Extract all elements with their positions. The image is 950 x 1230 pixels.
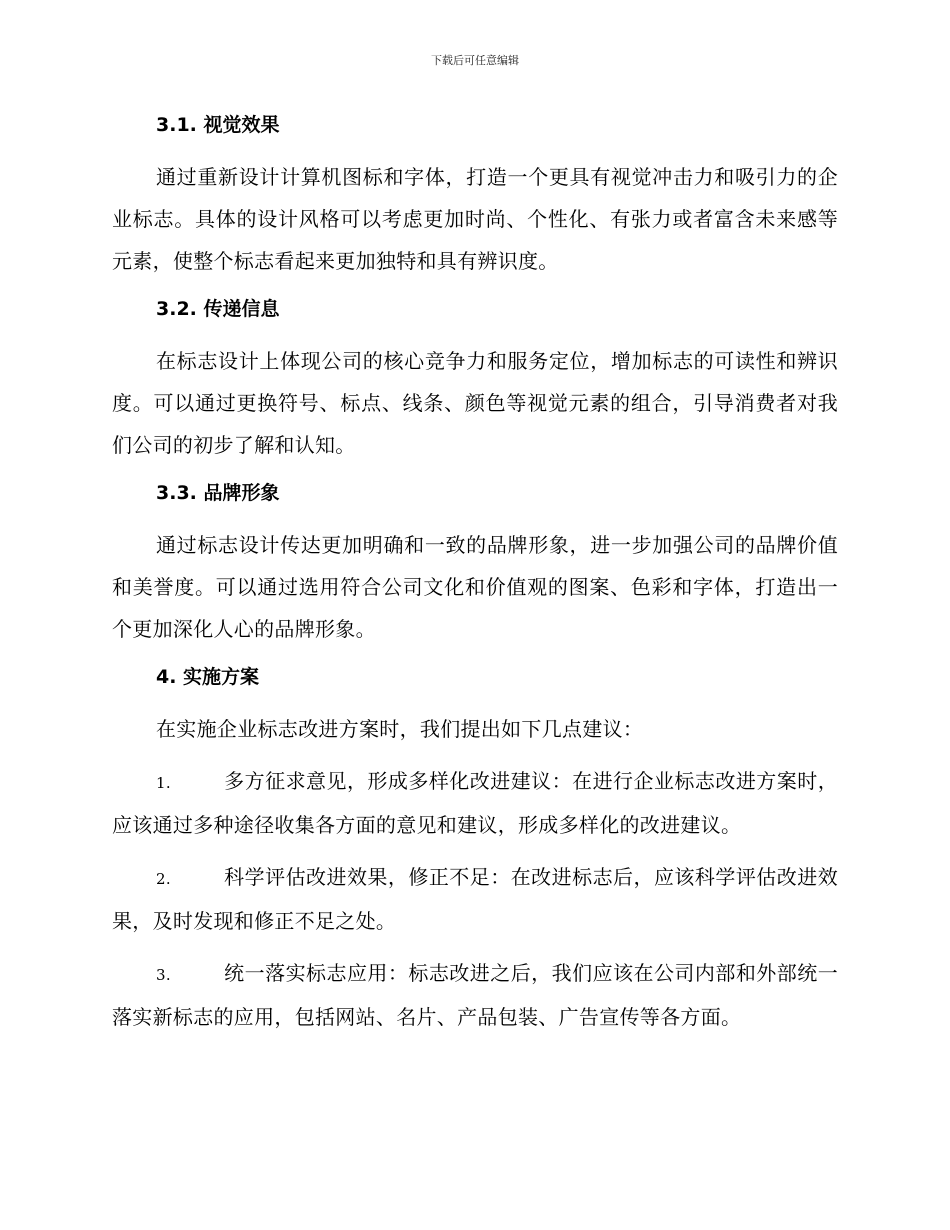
list-item-text: 统一落实标志应用：标志改进之后，我们应该在公司内部和外部统一落实新标志的应用，包括网站、名片、产品包装、广告宣传等各方面。: [112, 961, 838, 1029]
list-item-number: 1.: [156, 774, 171, 792]
page-header: 下载后可任意编辑: [431, 54, 519, 67]
section-heading-3-3: 3.3. 品牌形象: [156, 482, 280, 504]
section-paragraph-3-2: 在标志设计上体现公司的核心竞争力和服务定位，增加标志的可读性和辨识度。可以通过更换符号、标点、线条、颜色等视觉元素的组合，引导消费者对我们公司的初步了解和认知。: [112, 349, 838, 457]
list-item-text: 多方征求意见，形成多样化改进建议：在进行企业标志改进方案时，应该通过多种途径收集各方面的意见和建议，形成多样化的改进建议。: [112, 769, 838, 837]
section-intro-4: 在实施企业标志改进方案时，我们提出如下几点建议：: [156, 717, 644, 741]
list-item-number: 2.: [156, 870, 171, 888]
section-paragraph-3-3: 通过标志设计传达更加明确和一致的品牌形象，进一步加强公司的品牌价值和美誉度。可以通过选用符合公司文化和价值观的图案、色彩和字体，打造出一个更加深化人心的品牌形象。: [112, 533, 838, 641]
list-item: [112, 760, 838, 846]
section-heading-3-1: 3.1. 视觉效果: [156, 114, 280, 136]
list-item-number: 3.: [156, 966, 171, 984]
list-item: [112, 952, 838, 1038]
list-item: [112, 856, 838, 942]
document-body: [112, 108, 838, 1048]
section-heading-3-2: 3.2. 传递信息: [156, 298, 280, 320]
section-heading-4: 4. 实施方案: [156, 666, 260, 688]
section-paragraph-3-1: 通过重新设计计算机图标和字体，打造一个更具有视觉冲击力和吸引力的企业标志。具体的设计风格可以考虑更加时尚、个性化、有张力或者富含未来感等元素，使整个标志看起来更加独特和具有辨识度。: [112, 165, 838, 273]
list-item-text: 科学评估改进效果，修正不足：在改进标志后，应该科学评估改进效果，及时发现和修正不足之处。: [112, 865, 838, 933]
